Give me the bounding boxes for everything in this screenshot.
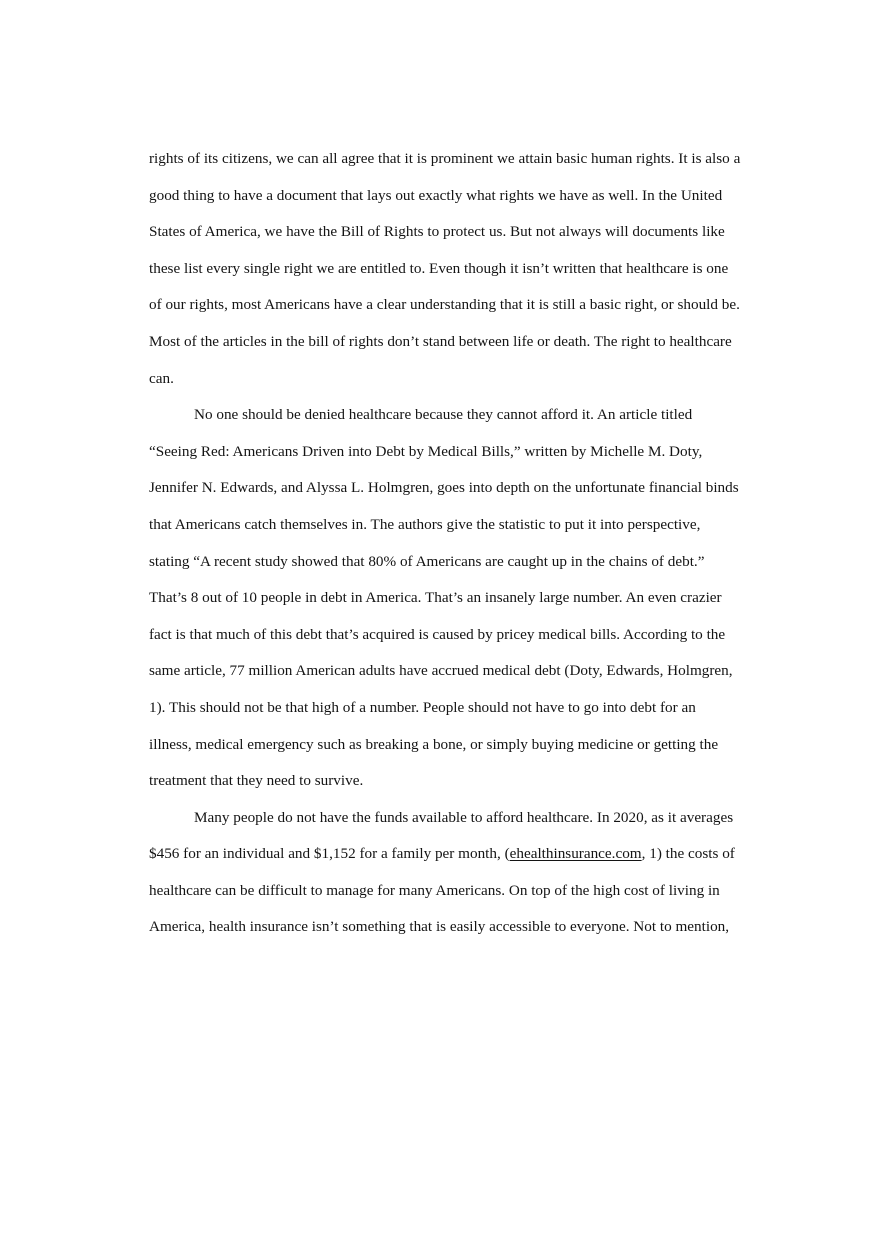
text-line: stating “A recent study showed that 80% of Americans are caught up in the chains of debt.” bbox=[149, 552, 705, 570]
text-line: good thing to have a document that lays out exactly what rights we have as well. In the United bbox=[149, 186, 723, 204]
text-line: No one should be denied healthcare because they cannot afford it. An article titled bbox=[194, 406, 693, 424]
body-text bbox=[149, 141, 741, 946]
text-line: That’s 8 out of 10 people in debt in America. That’s an insanely large number. An even crazier bbox=[149, 589, 722, 607]
text-line: of our rights, most Americans have a clear understanding that it is still a basic right, or should be. bbox=[149, 296, 740, 314]
text-line: Most of the articles in the bill of rights don’t stand between life or death. The right to healthcare bbox=[149, 332, 732, 350]
paragraph-3 bbox=[149, 800, 735, 946]
paragraph-1 bbox=[149, 141, 741, 397]
text-line: rights of its citizens, we can all agree that it is prominent we attain basic human rights. It is also a bbox=[149, 150, 741, 167]
citation-link[interactable]: ehealthinsurance.com bbox=[509, 845, 642, 863]
text-line: same article, 77 million American adults have accrued medical debt (Doty, Edwards, Holmgren, bbox=[149, 662, 733, 680]
text-line: can. bbox=[149, 369, 174, 387]
paragraph-2 bbox=[149, 397, 739, 800]
text-line: America, health insurance isn’t something that is easily accessible to everyone. Not to mention, bbox=[149, 918, 730, 936]
text-line: 1). This should not be that high of a number. People should not have to go into debt for an bbox=[149, 698, 696, 716]
text-line bbox=[149, 836, 735, 873]
text-segment: , 1) the costs of bbox=[641, 845, 735, 863]
text-line: treatment that they need to survive. bbox=[149, 772, 364, 790]
text-segment: $456 for an individual and $1,152 for a family per month, ( bbox=[149, 845, 510, 863]
text-line: healthcare can be difficult to manage for many Americans. On top of the high cost of living in bbox=[149, 881, 720, 899]
text-line: that Americans catch themselves in. The authors give the statistic to put it into perspective, bbox=[149, 515, 701, 533]
text-line: these list every single right we are entitled to. Even though it isn’t written that healthcare is one bbox=[149, 259, 729, 277]
text-line: Many people do not have the funds available to afford healthcare. In 2020, as it averages bbox=[194, 808, 734, 826]
text-line: illness, medical emergency such as breaking a bone, or simply buying medicine or getting the bbox=[149, 735, 719, 753]
text-line: “Seeing Red: Americans Driven into Debt by Medical Bills,” written by Michelle M. Doty, bbox=[149, 442, 703, 460]
text-line: Jennifer N. Edwards, and Alyssa L. Holmgren, goes into depth on the unfortunate financial binds bbox=[149, 479, 739, 497]
text-line: fact is that much of this debt that’s acquired is caused by pricey medical bills. According to the bbox=[149, 625, 726, 643]
text-line: States of America, we have the Bill of Rights to protect us. But not always will documents like bbox=[149, 223, 725, 241]
